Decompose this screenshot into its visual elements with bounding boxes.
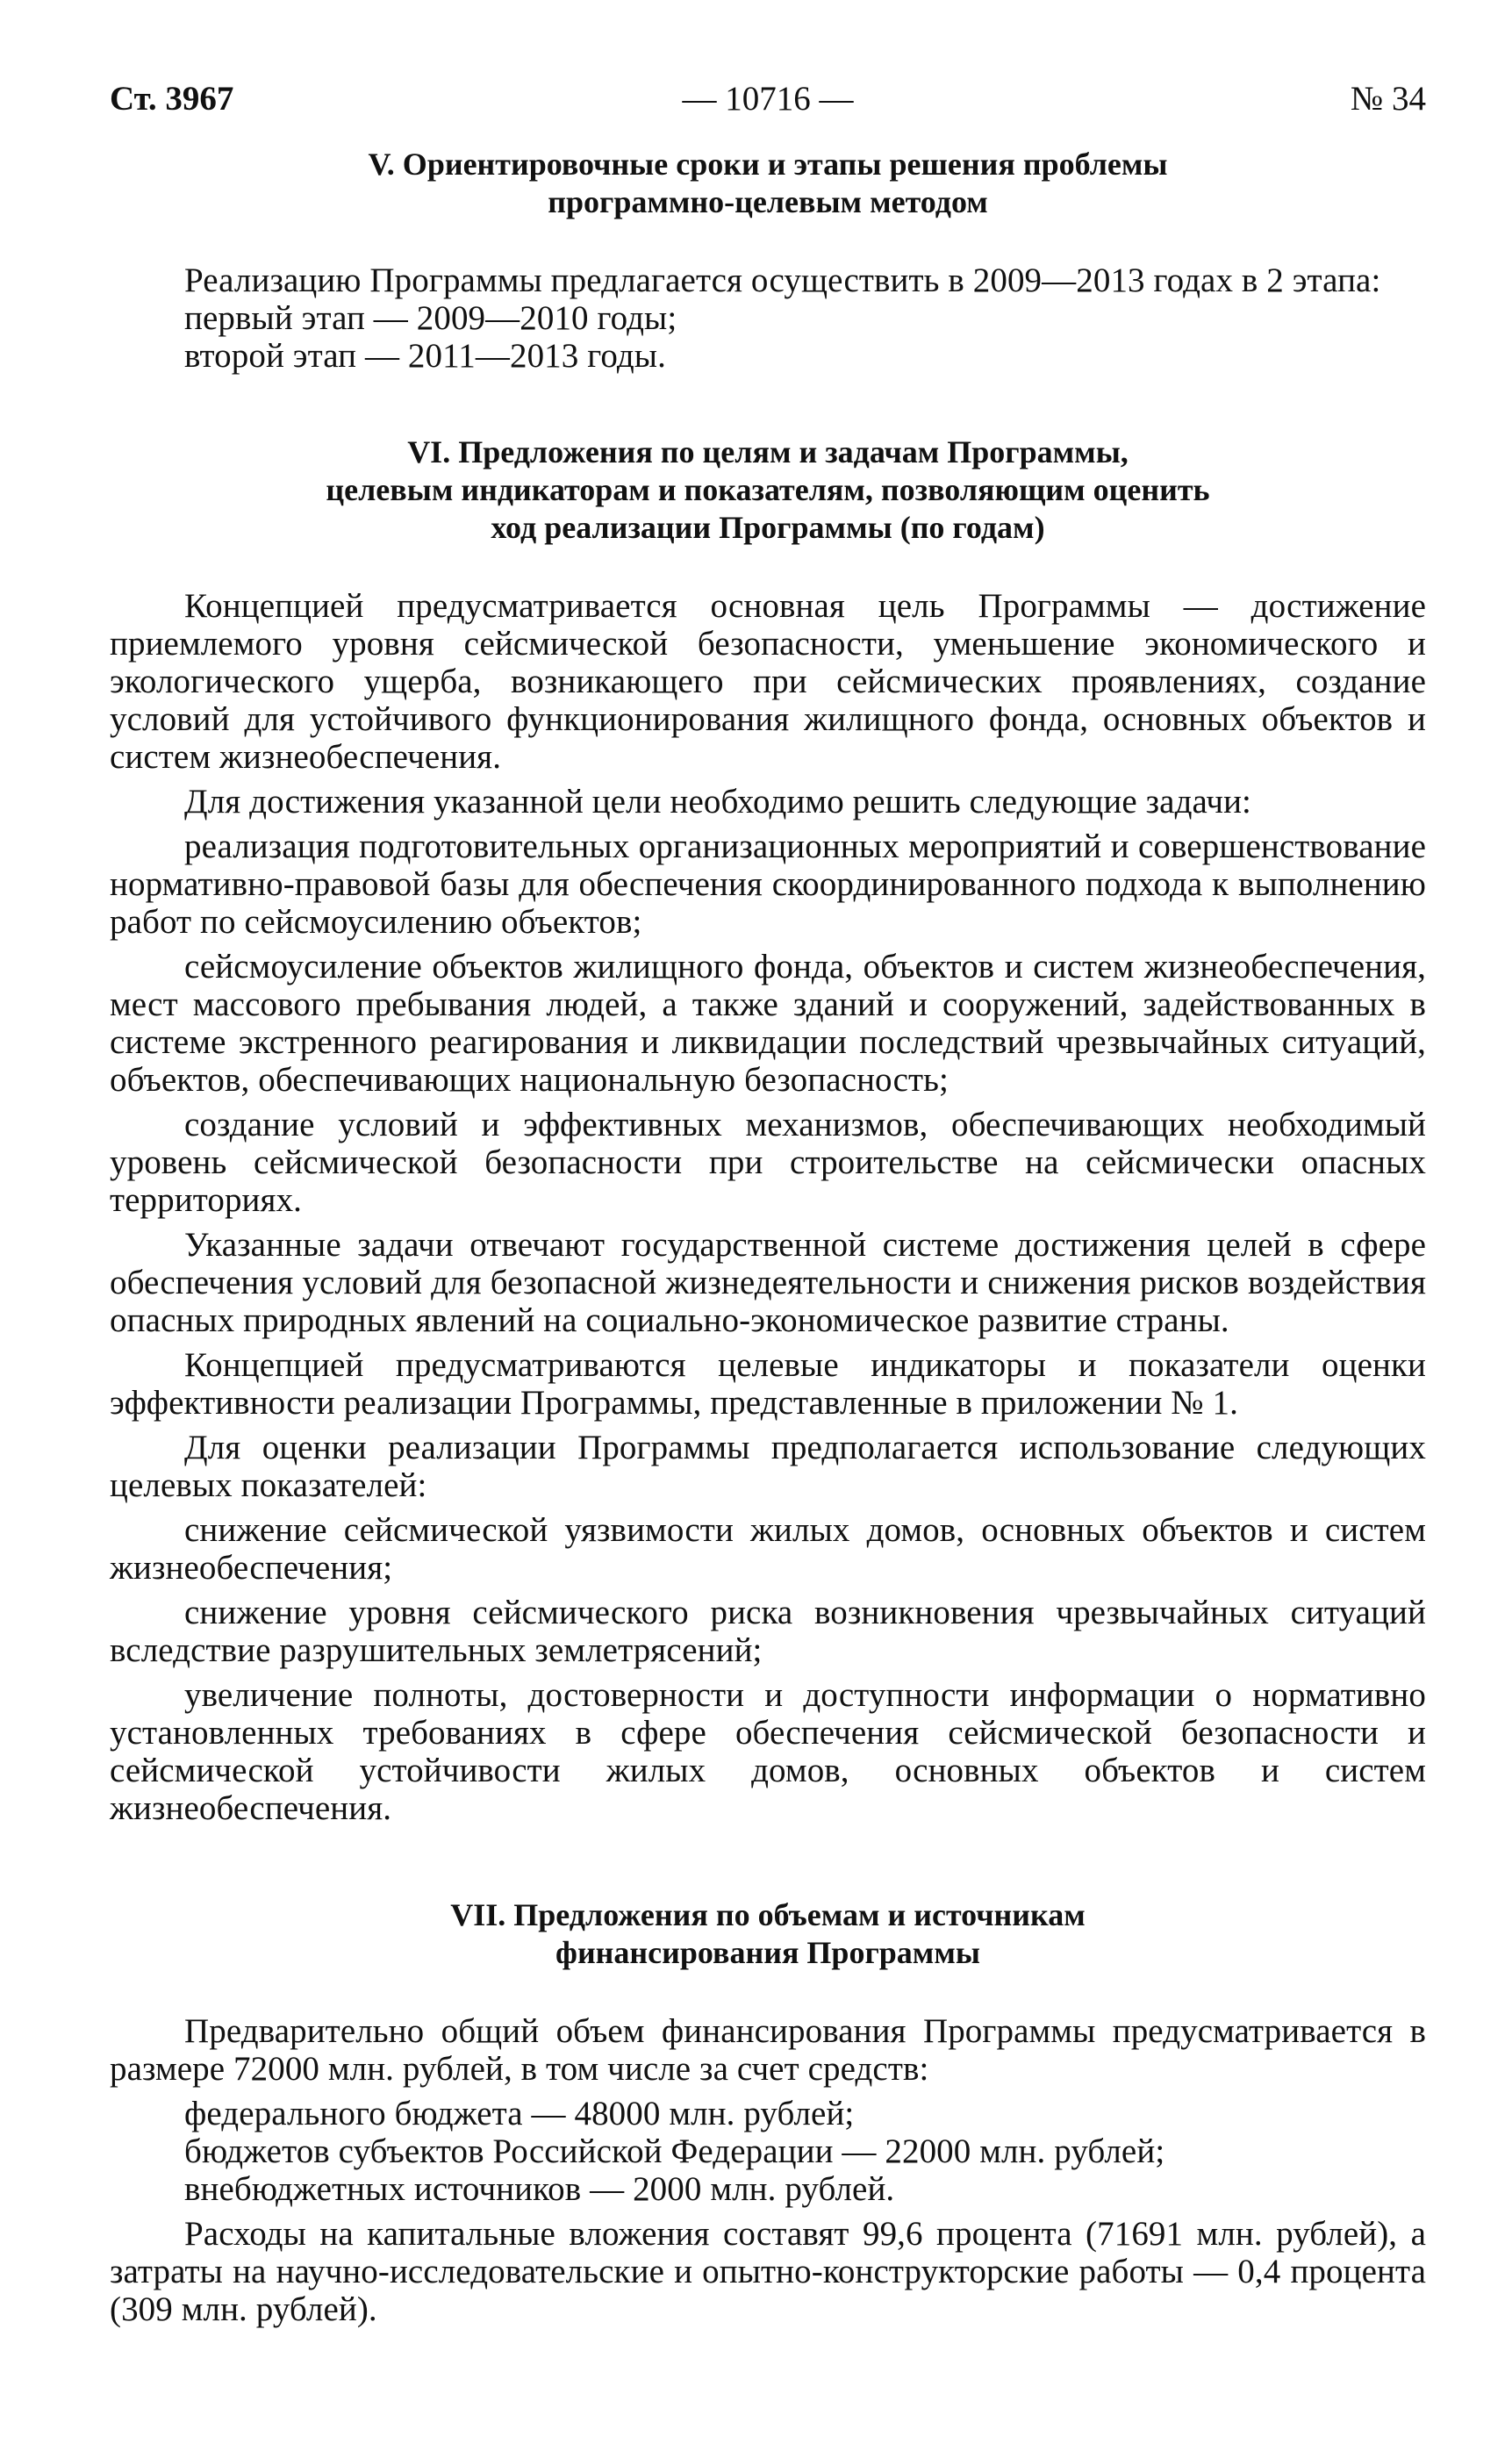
section-vii — [110, 1896, 1426, 2328]
running-header — [110, 72, 1426, 126]
section-vi — [110, 434, 1426, 1827]
section-vi-title-line: ход реализации Программы (по годам) — [491, 510, 1045, 545]
paragraph: реализация подготовительных организационных мероприятий и совершенствование нормативно-правовой базы для обеспечения скоординированного подхода к выполнению работ по сейсмоусилению объектов; — [110, 828, 1426, 941]
paragraph: первый этап — 2009—2010 годы; — [184, 299, 677, 337]
paragraph: Концепцией предусматривается основная цель Программы — достижение приемлемого уровня сейсмической безопасности, уменьшение экономического и экологического ущерба, возникающего при сейсмических проявлениях, создание условий для устойчивого функционирования жилищного фонда, основных объектов и систем жизнеобеспечения. — [110, 587, 1426, 776]
paragraph: Концепцией предусматриваются целевые индикаторы и показатели оценки эффективности реализации Программы, представленные в приложении № 1. — [110, 1346, 1426, 1422]
paragraph: увеличение полноты, достоверности и доступности информации о нормативно установленных требованиях в сфере обеспечения сейсмической безопасности и сейсмической устойчивости жилых домов, основных объектов и систем жизнеобеспечения. — [110, 1676, 1426, 1827]
section-v-body — [110, 262, 1426, 375]
paragraph: федерального бюджета — 48000 млн. рублей; — [184, 2095, 855, 2132]
paragraph: снижение уровня сейсмического риска возникновения чрезвычайных ситуаций вследствие разрушительных землетрясений; — [110, 1594, 1426, 1669]
paragraph: второй этап — 2011—2013 годы. — [184, 337, 666, 375]
paragraph: Расходы на капитальные вложения составят 99,6 процента (71691 млн. рублей), а затраты на научно-исследовательские и опытно-конструкторские работы — 0,4 процента (309 млн. рублей). — [110, 2215, 1426, 2328]
section-v-title — [110, 146, 1426, 221]
document-page — [110, 72, 1426, 2328]
paragraph: Указанные задачи отвечают государственной системе достижения целей в сфере обеспечения условий для безопасной жизнедеятельности и снижения рисков воздействия опасных природных явлений на социально-экономическое развитие страны. — [110, 1226, 1426, 1339]
paragraph: Для достижения указанной цели необходимо решить следующие задачи: — [184, 783, 1251, 821]
section-vi-title-line: целевым индикаторам и показателям, позволяющим оценить — [326, 472, 1210, 507]
issue-number: № 34 — [1351, 80, 1426, 118]
section-v — [110, 146, 1426, 375]
paragraph: Реализацию Программы предлагается осуществить в 2009—2013 годах в 2 этапа: — [184, 262, 1381, 299]
section-vi-title-line: VI. Предложения по целям и задачам Программы, — [407, 434, 1129, 469]
section-vii-title — [110, 1896, 1426, 1972]
section-vi-title — [110, 434, 1426, 547]
paragraph: бюджетов субъектов Российской Федерации — 22000 млн. рублей; — [184, 2132, 1165, 2170]
section-v-title-line: V. Ориентировочные сроки и этапы решения проблемы — [368, 147, 1168, 182]
section-vi-body — [110, 587, 1426, 1827]
section-vii-body — [110, 2012, 1426, 2328]
page-number: — 10716 — — [682, 80, 854, 118]
section-vii-title-line: VII. Предложения по объемам и источникам — [450, 1897, 1086, 1932]
paragraph: Предварительно общий объем финансирования Программы предусматривается в размере 72000 млн. рублей, в том числе за счет средств: — [110, 2012, 1426, 2088]
section-v-title-line: программно-целевым методом — [548, 184, 988, 219]
paragraph: сейсмоусиление объектов жилищного фонда, объектов и систем жизнеобеспечения, мест массового пребывания людей, а также зданий и сооружений, задействованных в системе экстренного реагирования и ликвидации последствий чрезвычайных ситуаций, объектов, обеспечивающих национальную безопасность; — [110, 948, 1426, 1099]
section-vii-title-line: финансирования Программы — [555, 1935, 980, 1970]
article-number: Ст. 3967 — [110, 80, 234, 118]
paragraph: внебюджетных источников — 2000 млн. рублей. — [184, 2170, 895, 2208]
paragraph: снижение сейсмической уязвимости жилых домов, основных объектов и систем жизнеобеспечения; — [110, 1511, 1426, 1587]
paragraph: Для оценки реализации Программы предполагается использование следующих целевых показателей: — [110, 1429, 1426, 1504]
paragraph: создание условий и эффективных механизмов, обеспечивающих необходимый уровень сейсмической безопасности при строительстве на сейсмически опасных территориях. — [110, 1106, 1426, 1219]
